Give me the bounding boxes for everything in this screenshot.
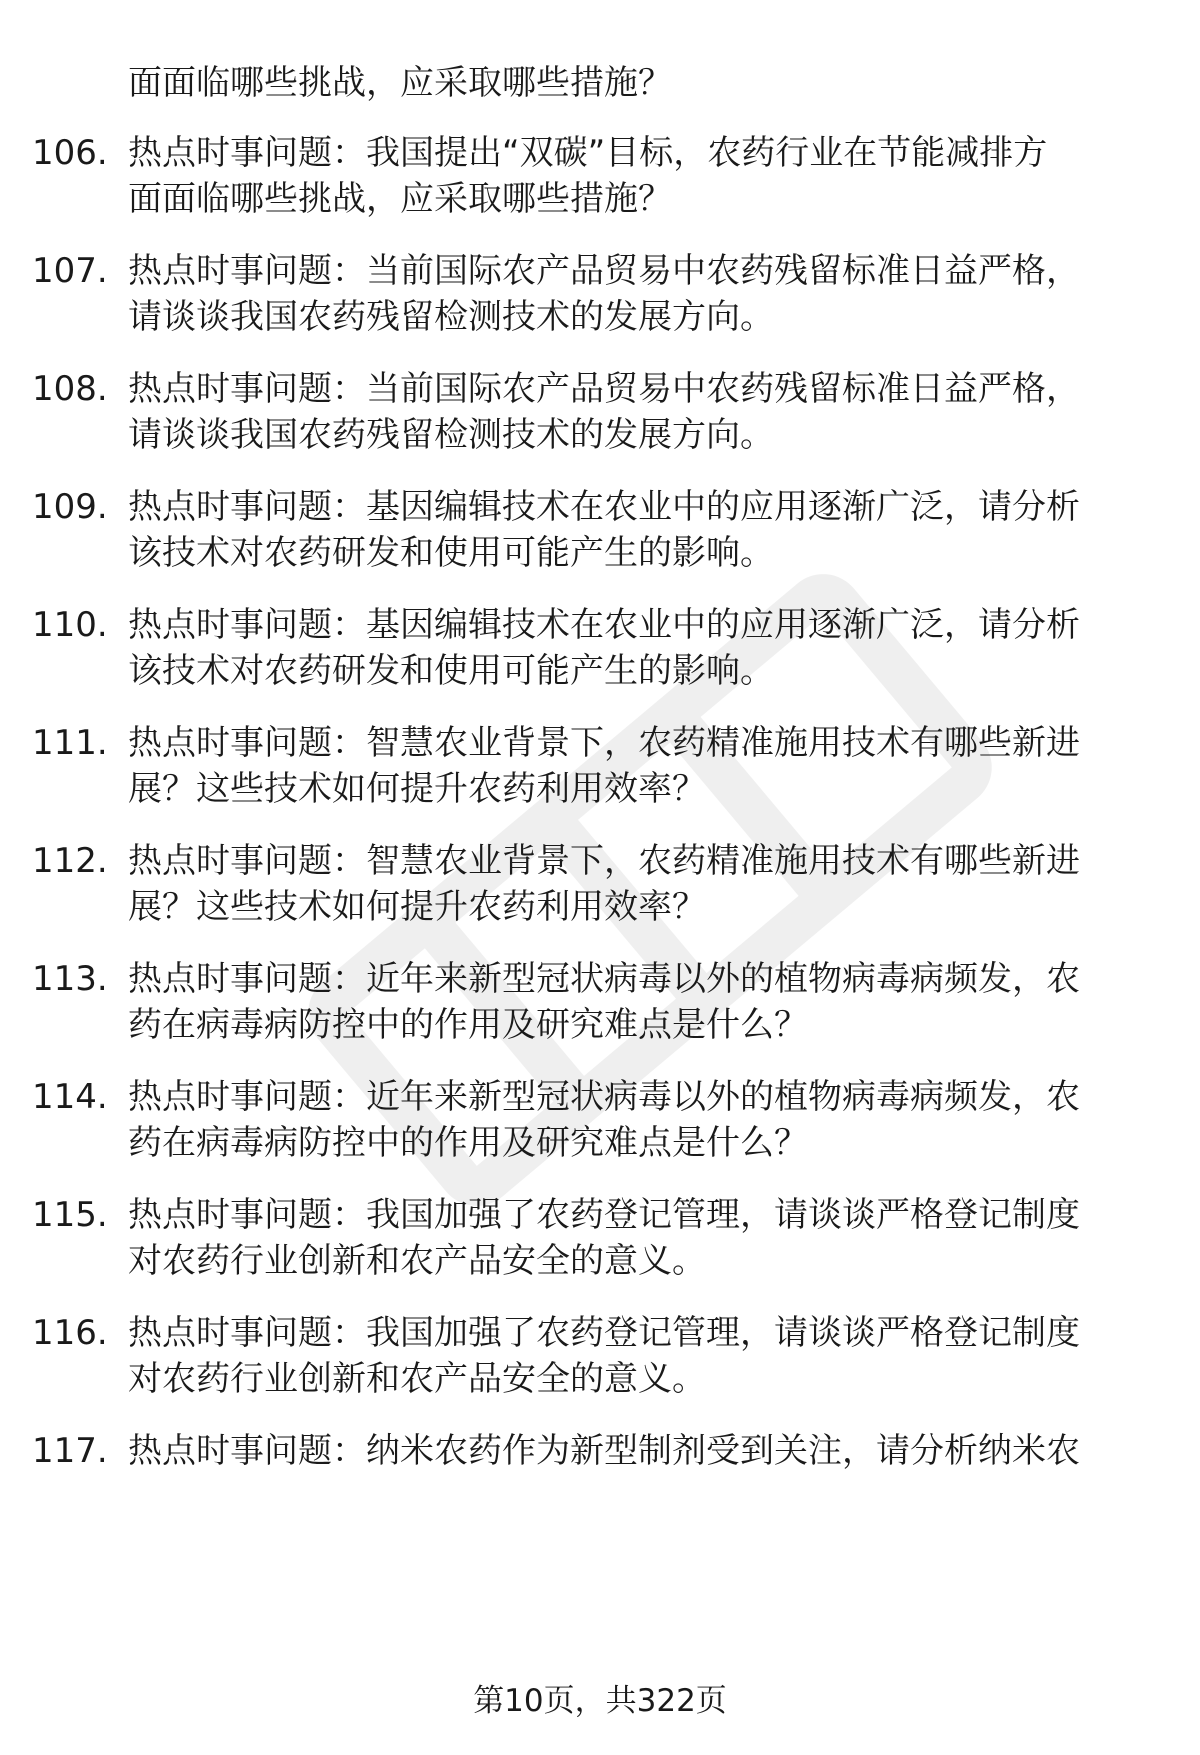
- list-item: [32, 1074, 1172, 1166]
- continued-line: 面面临哪些挑战，应采取哪些措施？: [128, 63, 672, 103]
- list-item: [32, 248, 1172, 340]
- item-number: 117.: [32, 1431, 108, 1471]
- item-number: 112.: [32, 841, 108, 881]
- list-item: [32, 484, 1172, 576]
- item-text: 热点时事问题：我国提出“双碳”目标，农药行业在节能减排方 面面临哪些挑战，应采取哪些措施？: [128, 133, 1048, 219]
- item-text: 热点时事问题：纳米农药作为新型制剂受到关注，请分析纳米农: [128, 1431, 1080, 1471]
- item-text: 热点时事问题：我国加强了农药登记管理，请谈谈严格登记制度 对农药行业创新和农产品安全的意义。: [128, 1195, 1080, 1281]
- list-item: [32, 602, 1172, 694]
- item-text: 热点时事问题：基因编辑技术在农业中的应用逐渐广泛，请分析 该技术对农药研发和使用可能产生的影响。: [128, 605, 1080, 691]
- item-number: 115.: [32, 1195, 108, 1235]
- item-text: 热点时事问题：智慧农业背景下，农药精准施用技术有哪些新进 展？这些技术如何提升农药利用效率？: [128, 841, 1080, 927]
- page-footer: 第10页，共322页: [473, 1683, 727, 1719]
- item-text: 热点时事问题：近年来新型冠状病毒以外的植物病毒病频发，农 药在病毒病防控中的作用及研究难点是什么？: [128, 959, 1080, 1045]
- list-item: [32, 720, 1172, 812]
- list-item: [32, 956, 1172, 1048]
- item-number: 111.: [32, 723, 108, 763]
- item-text: 热点时事问题：当前国际农产品贸易中农药残留标准日益严格， 请谈谈我国农药残留检测技术的发展方向。: [128, 369, 1080, 455]
- item-text: 热点时事问题：当前国际农产品贸易中农药残留标准日益严格， 请谈谈我国农药残留检测技术的发展方向。: [128, 251, 1080, 337]
- item-text: 热点时事问题：我国加强了农药登记管理，请谈谈严格登记制度 对农药行业创新和农产品安全的意义。: [128, 1313, 1080, 1399]
- item-number: 108.: [32, 369, 108, 409]
- item-number: 110.: [32, 605, 108, 645]
- item-text: 热点时事问题：基因编辑技术在农业中的应用逐渐广泛，请分析 该技术对农药研发和使用可能产生的影响。: [128, 487, 1080, 573]
- list-item: [32, 366, 1172, 458]
- item-text: 热点时事问题：智慧农业背景下，农药精准施用技术有哪些新进 展？这些技术如何提升农药利用效率？: [128, 723, 1080, 809]
- list-item: [32, 838, 1172, 930]
- item-text: 热点时事问题：近年来新型冠状病毒以外的植物病毒病频发，农 药在病毒病防控中的作用及研究难点是什么？: [128, 1077, 1080, 1163]
- item-number: 113.: [32, 959, 108, 999]
- item-number: 107.: [32, 251, 108, 291]
- item-number: 106.: [32, 133, 108, 173]
- list-item: [32, 1310, 1172, 1402]
- item-number: 116.: [32, 1313, 108, 1353]
- item-number: 109.: [32, 487, 108, 527]
- list-item: [32, 1192, 1172, 1284]
- list-item: [32, 130, 1172, 222]
- item-number: 114.: [32, 1077, 108, 1117]
- list-item: [32, 1428, 1172, 1474]
